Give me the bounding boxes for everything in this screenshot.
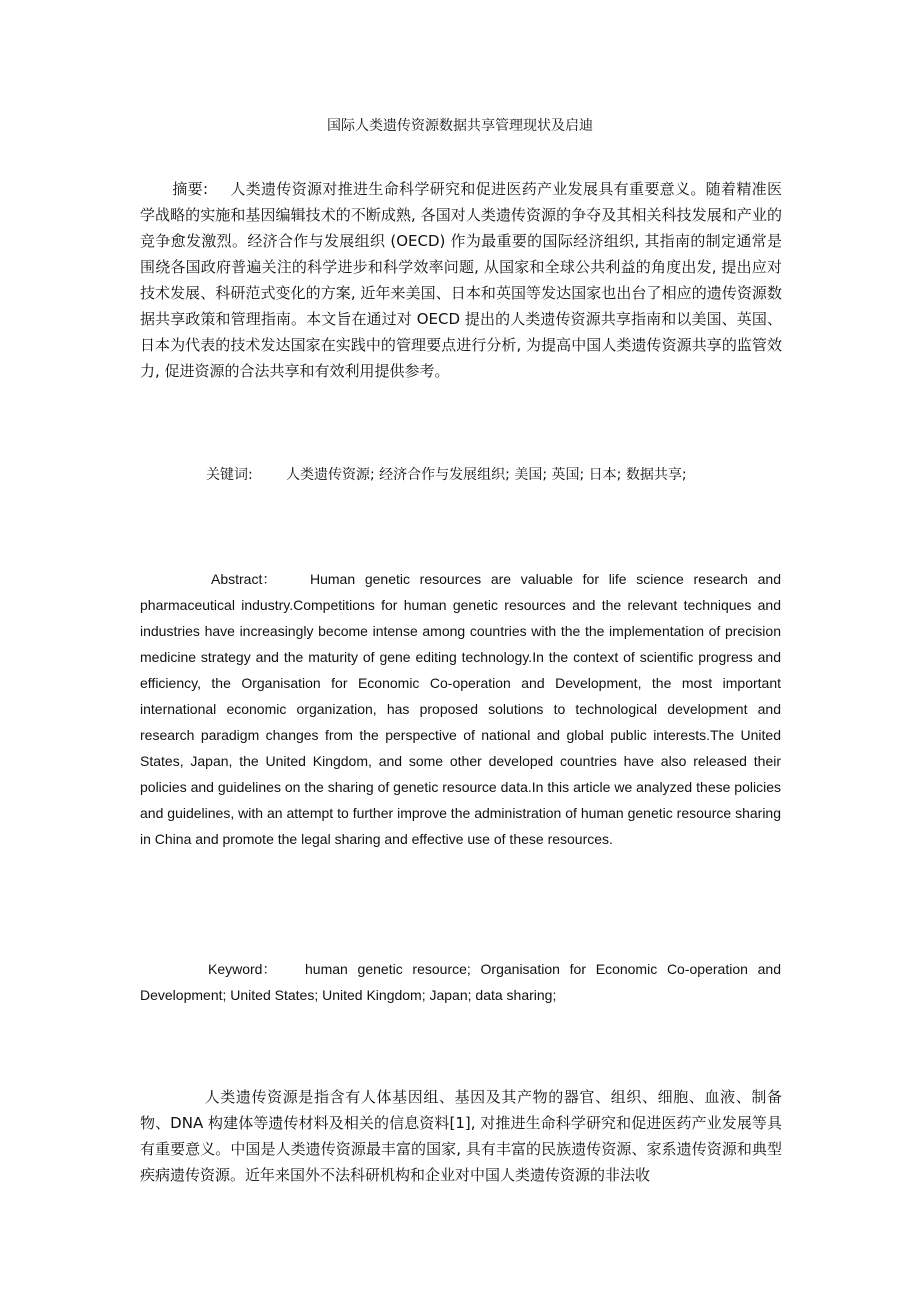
chinese-keywords-label: 关键词:: [206, 467, 253, 483]
chinese-keywords: [206, 462, 806, 488]
body-paragraph-text: 人类遗传资源是指含有人体基因组、基因及其产物的器官、组织、细胞、血液、制备物、DNA 构建体等遗传材料及相关的信息资料[1], 对推进生命科学研究和促进医药产业发展等具有重要意义。中国是人类遗传资源最丰富的国家, 具有丰富的民族遗传资源、家系遗传资源和典型疾病遗传资源。近年来国外不法科研机构和企业对中国人类遗传资源的非法收: [140, 1088, 782, 1184]
english-abstract: [140, 566, 781, 852]
english-keywords-text: human genetic resource; Organisation for Economic Co-operation and Development; United States; United Kingdom; Japan; data sharing;: [140, 961, 781, 1003]
chinese-abstract-text: 人类遗传资源对推进生命科学研究和促进医药产业发展具有重要意义。随着精准医学战略的实施和基因编辑技术的不断成熟, 各国对人类遗传资源的争夺及其相关科技发展和产业的竞争愈发激烈。经济合作与发展组织 (OECD) 作为最重要的国际经济组织, 其指南的制定通常是围绕各国政府普遍关注的科学进步和科学效率问题, 从国家和全球公共利益的角度出发, 提出应对技术发展、科研范式变化的方案, 近年来美国、日本和英国等发达国家也出台了相应的遗传资源数据共享政策和管理指南。本文旨在通过对 OECD 提出的人类遗传资源共享指南和以美国、英国、日本为代表的技术发达国家在实践中的管理要点进行分析, 为提高中国人类遗传资源共享的监管效力, 促进资源的合法共享和有效利用提供参考。: [140, 180, 782, 380]
english-abstract-text: Human genetic resources are valuable for life science research and pharmaceutical industry.Competitions for human genetic resources and the relevant techniques and industries have increasingly become intense among countries with the the implementation of precision medicine strategy and the maturity of gene editing technology.In the context of scientific progress and efficiency, the Organisation for Economic Co-operation and Development, the most important international economic organization, has proposed solutions to technological development and research paradigm changes from the perspective of national and global public interests.The United States, Japan, the United Kingdom, and some other developed countries have also released their policies and guidelines on the sharing of genetic resource data.In this article we analyzed these policies and guidelines, with an attempt to further improve the administration of human genetic resource sharing in China and promote the legal sharing and effective use of these resources.: [140, 571, 781, 847]
body-paragraph: [140, 1084, 782, 1188]
paper-title: 国际人类遗传资源数据共享管理现状及启迪: [327, 118, 593, 134]
english-abstract-label: Abstract：: [211, 571, 277, 587]
chinese-abstract: [140, 176, 782, 384]
chinese-abstract-label: 摘要:: [172, 180, 209, 198]
english-keywords-label: Keyword：: [208, 961, 277, 977]
chinese-keywords-text: 人类遗传资源; 经济合作与发展组织; 美国; 英国; 日本; 数据共享;: [286, 467, 687, 483]
english-keywords: [140, 956, 781, 1008]
